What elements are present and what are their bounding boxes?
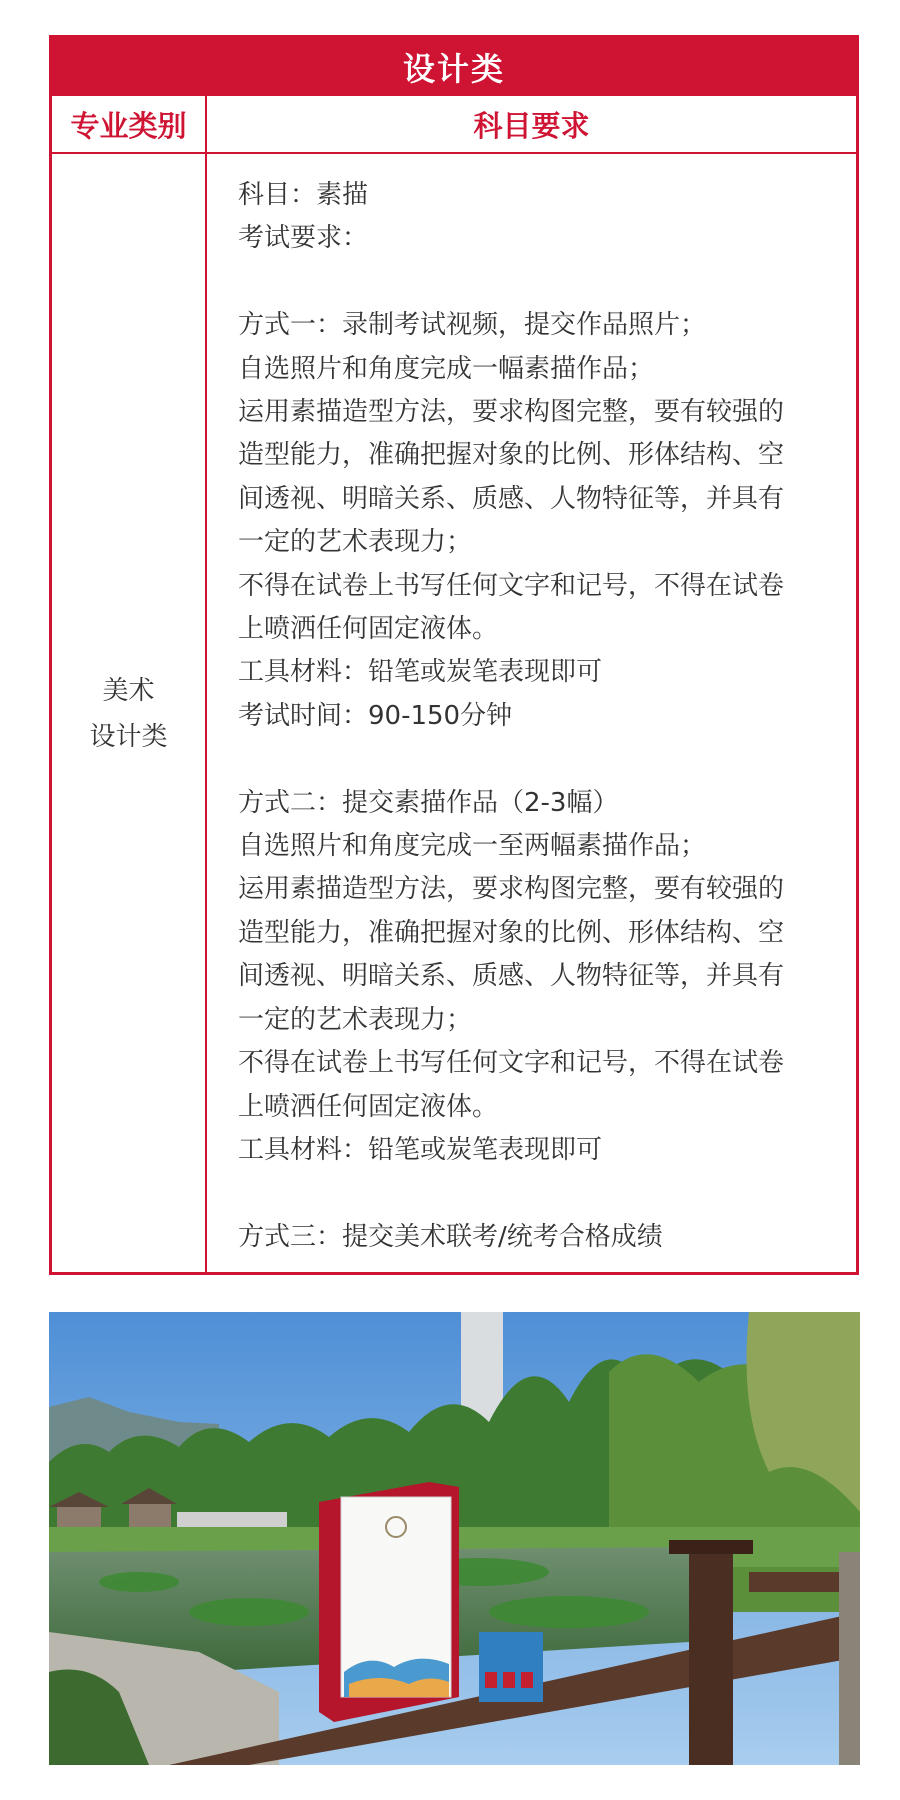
table-row [52,154,856,1274]
requirement-line: 不得在试卷上书写任何文字和记号，不得在试卷 [238,570,785,601]
requirement-line: 工具材料：铅笔或炭笔表现即可 [238,1134,603,1165]
blank-line [238,1172,828,1215]
table-title: 设计类 [52,38,856,96]
header-subject: 科目要求 [473,108,590,143]
requirements-table [49,35,859,1275]
requirement-line: 上喷洒任何固定液体。 [238,614,499,645]
requirement-line: 造型能力，准确把握对象的比例、形体结构、空 [238,440,785,471]
requirement-line: 考试时间：90-150分钟 [238,700,513,731]
requirement-line: 自选照片和角度完成一幅素描作品； [238,353,655,384]
blank-line [238,738,828,781]
requirement-line: 运用素描造型方法，要求构图完整，要有较强的 [238,874,785,905]
requirement-line: 间透视、明暗关系、质感、人物特征等，并具有 [238,483,785,514]
requirement-line: 方式二：提交素描作品（2-3幅） [238,787,619,818]
category-line-2: 设计类 [89,722,168,752]
header-category: 专业类别 [52,96,207,152]
requirement-line: 方式一：录制考试视频，提交作品照片； [238,310,707,341]
subject-requirements-cell [207,154,856,1274]
category-cell [52,154,207,1274]
table-header-row [52,96,856,154]
requirement-line: 工具材料：铅笔或炭笔表现即可 [238,657,603,688]
requirement-line: 方式三：提交美术联考/统考合格成绩 [238,1221,663,1252]
requirement-line: 运用素描造型方法，要求构图完整，要有较强的 [238,397,785,428]
blank-line [238,261,828,304]
campus-photo [49,1312,860,1765]
requirement-line: 间透视、明暗关系、质感、人物特征等，并具有 [238,961,785,992]
requirement-line: 造型能力，准确把握对象的比例、形体结构、空 [238,917,785,948]
requirement-line: 不得在试卷上书写任何文字和记号，不得在试卷 [238,1048,785,1079]
requirement-line: 上喷洒任何固定液体。 [238,1091,499,1122]
requirement-line: 自选照片和角度完成一至两幅素描作品； [238,831,707,862]
requirement-line: 一定的艺术表现力； [238,1004,473,1035]
category-line-1: 美术 [102,676,155,706]
requirement-line: 一定的艺术表现力； [238,527,473,558]
requirement-line: 科目：素描 [238,180,369,210]
requirement-line: 考试要求： [238,223,369,254]
